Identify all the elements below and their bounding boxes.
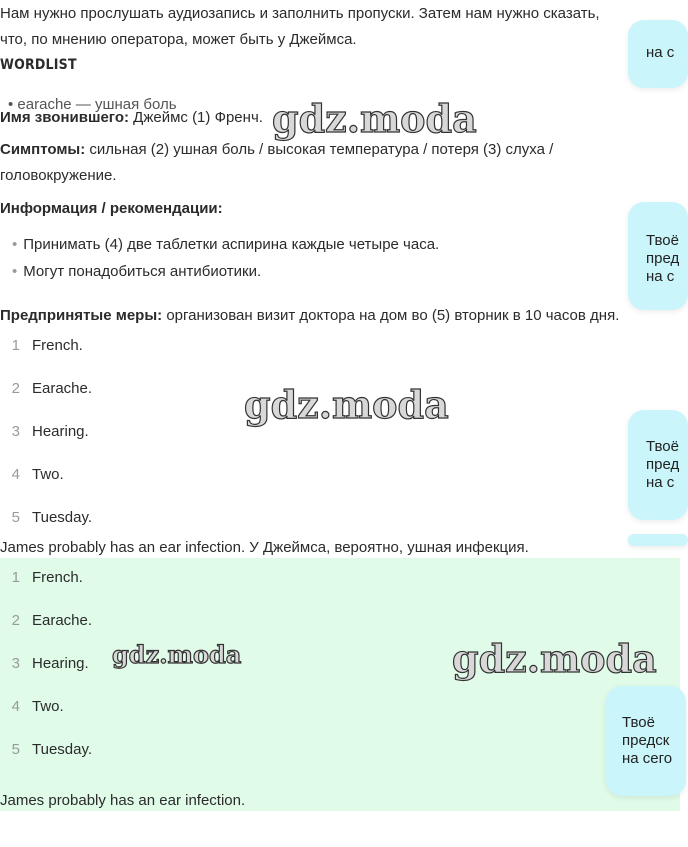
answer-panel	[0, 558, 680, 811]
item-text: Earache.	[32, 380, 93, 397]
item-number: 5	[11, 509, 20, 526]
item-number: 2	[11, 612, 20, 629]
item-number: 2	[11, 380, 20, 397]
list-item	[0, 422, 200, 442]
item-number: 3	[11, 655, 20, 672]
wordlist-title: WORDLIST	[0, 57, 77, 73]
bubble-text: на сего	[622, 750, 673, 767]
info-item-2: • Могут понадобиться антибиотики.	[12, 262, 261, 282]
watermark-logo: gdz.moda	[112, 640, 242, 669]
item-text: Tuesday.	[32, 741, 93, 758]
item-number: 1	[11, 337, 20, 354]
bubble-text: на с	[646, 44, 675, 61]
symptoms-label: Симптомы:	[0, 141, 86, 158]
actions-line	[0, 306, 619, 326]
item-text: Earache.	[32, 612, 93, 629]
list-item	[0, 465, 200, 485]
symptoms-line-2: головокружение.	[0, 167, 117, 184]
item-number: 4	[11, 466, 20, 483]
list-item	[0, 379, 200, 399]
symptoms-value-1: сильная (2) ушная боль / высокая температура / потеря (3) слуха /	[89, 141, 554, 158]
item-text: Hearing.	[32, 655, 89, 672]
list-item	[0, 568, 200, 588]
item-text: Tuesday.	[32, 509, 93, 526]
item-number: 5	[11, 741, 20, 758]
bubble-text: на с	[646, 474, 675, 491]
wordlist-item-partial: • earache — ушная боль	[8, 96, 177, 113]
caller-line	[0, 108, 263, 128]
caller-value: Джеймс (1) Френч.	[133, 109, 263, 126]
list-item	[0, 336, 200, 356]
bubble-text: Твоё	[622, 714, 655, 731]
actions-label: Предпринятые меры:	[0, 307, 163, 324]
item-text: Two.	[32, 466, 64, 483]
item-text: Two.	[32, 698, 64, 715]
bubble-text: на с	[646, 268, 675, 285]
ad-bubble-edge	[628, 534, 688, 546]
info-label: Информация / рекомендации:	[0, 200, 223, 217]
ad-bubble-4[interactable]	[606, 686, 686, 796]
bubble-text: пред	[646, 456, 680, 473]
summary-2: James probably has an ear infection.	[0, 792, 246, 809]
item-number: 1	[11, 569, 20, 586]
list-item	[0, 740, 200, 760]
list-item	[0, 508, 200, 528]
ad-bubble-1[interactable]	[628, 20, 688, 88]
ad-bubble-2[interactable]	[628, 202, 688, 310]
bubble-text: пред	[646, 250, 680, 267]
caller-label: Имя звонившего:	[0, 109, 129, 126]
watermark-logo: gdz.moda	[272, 96, 477, 141]
ad-bubble-3[interactable]	[628, 410, 688, 520]
bubble-text: Твоё	[646, 232, 679, 249]
watermark-logo: gdz.moda	[244, 382, 449, 427]
watermark-logo: gdz.moda	[452, 636, 657, 681]
list-item	[0, 611, 200, 631]
info-item-1: • Принимать (4) две таблетки аспирина каждые четыре часа.	[12, 235, 439, 255]
intro-line-2: что, по мнению оператора, может быть у Джеймса.	[0, 31, 357, 48]
symptoms-line-1	[0, 140, 553, 160]
item-number: 4	[11, 698, 20, 715]
item-text: Hearing.	[32, 423, 89, 440]
bubble-text: предск	[622, 732, 670, 749]
bubble-text: Твоё	[646, 438, 679, 455]
item-text: French.	[32, 337, 83, 354]
actions-value: организован визит доктора на дом во (5) вторник в 10 часов дня.	[166, 307, 620, 324]
item-text: French.	[32, 569, 83, 586]
summary-1: James probably has an ear infection. У Джеймса, вероятно, ушная инфекция.	[0, 539, 529, 556]
intro-line-1: Нам нужно прослушать аудиозапись и заполнить пропуски. Затем нам нужно сказать,	[0, 5, 600, 22]
list-item	[0, 697, 200, 717]
item-number: 3	[11, 423, 20, 440]
